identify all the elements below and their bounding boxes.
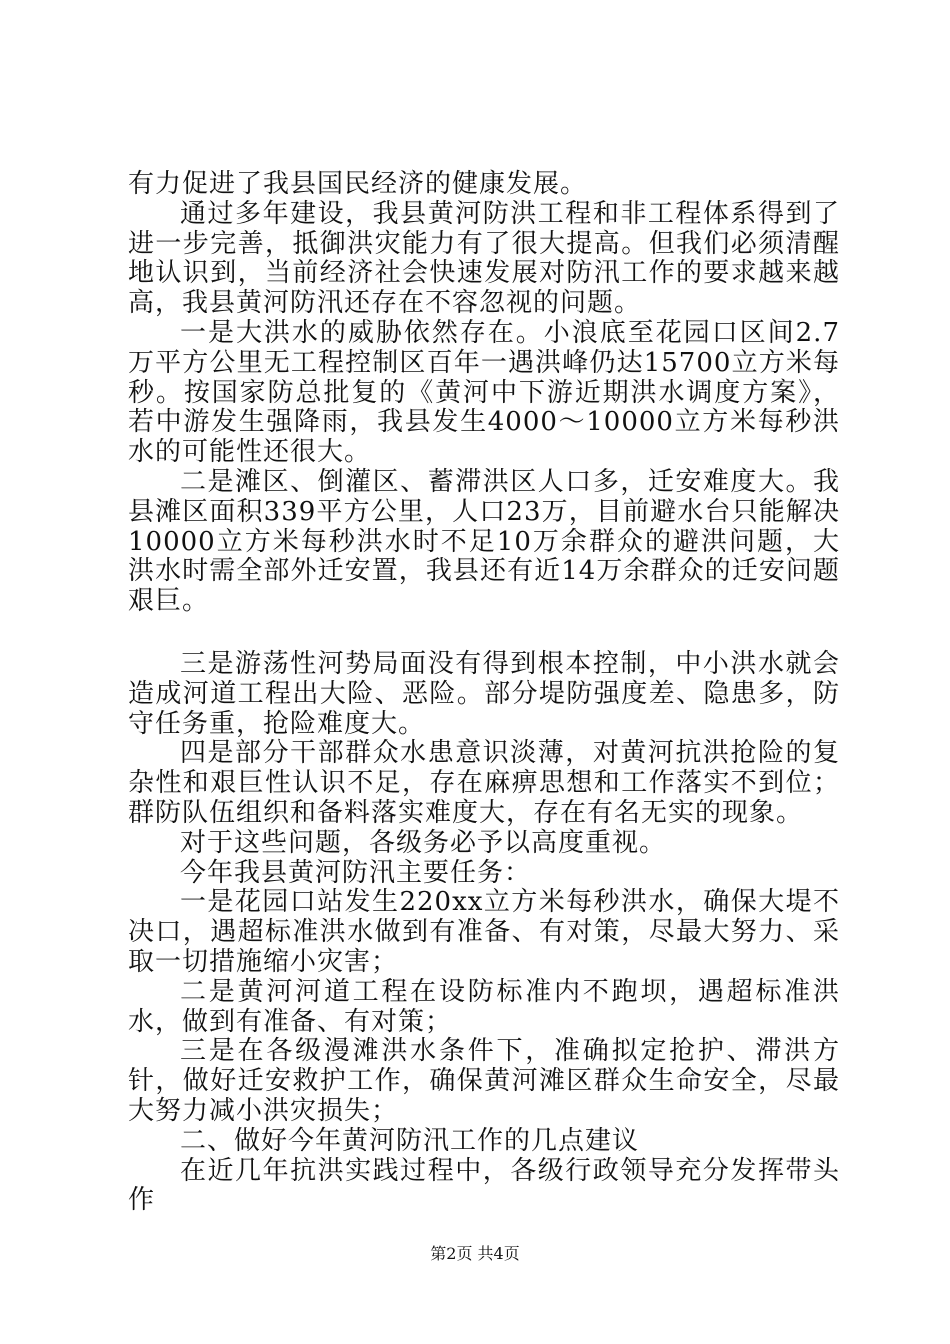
paragraph: 二是滩区、倒灌区、蓄滞洪区人口多，迁安难度大。我县滩区面积339平方公里，人口23万，目前避水台只能解决10000立方米每秒洪水时不足10万余群众的避洪问题，大洪水时需全部外迁安置，我县还有近14万余群众的迁安问题艰巨。 (128, 466, 840, 617)
document-body (128, 170, 840, 1216)
paragraph: 在近几年抗洪实践过程中，各级行政领导充分发挥带头作 (128, 1155, 840, 1216)
page-footer: 第2页 共4页 (430, 1244, 520, 1263)
paragraph: 一是大洪水的威胁依然存在。小浪底至花园口区间2.7万平方公里无工程控制区百年一遇洪峰仍达15700立方米每秒。按国家防总批复的《黄河中下游近期洪水调度方案》，若中游发生强降雨，我县发生4000～10000立方米每秒洪水的可能性还很大。 (128, 317, 840, 468)
paragraph: 四是部分干部群众水患意识淡薄，对黄河抗洪抢险的复杂性和艰巨性认识不足，存在麻痹思想和工作落实不到位；群防队伍组织和备料落实难度大，存在有名无实的现象。 (128, 738, 840, 828)
paragraph: 今年我县黄河防汛主要任务： (180, 857, 532, 888)
paragraph: 有力促进了我县国民经济的健康发展。 (128, 169, 588, 199)
paragraph: 一是花园口站发生220xx立方米每秒洪水，确保大堤不决口，遇超标准洪水做到有准备、有对策，尽最大努力、采取一切措施缩小灾害； (128, 887, 840, 977)
paragraph: 对于这些问题，各级务必予以高度重视。 (180, 827, 667, 858)
paragraph: 通过多年建设，我县黄河防洪工程和非工程体系得到了进一步完善，抵御洪灾能力有了很大提高。但我们必须清醒地认识到，当前经济社会快速发展对防汛工作的要求越来越高，我县黄河防汛还存在不容忽视的问题。 (128, 198, 840, 319)
paragraph: 二是黄河河道工程在设防标准内不跑坝，遇超标准洪水，做到有准备、有对策； (128, 976, 840, 1037)
paragraph-spacer (128, 617, 840, 650)
paragraph: 三是在各级漫滩洪水条件下，准确拟定抢护、滞洪方针，做好迁安救护工作，确保黄河滩区群众生命安全，尽最大努力减小洪灾损失； (128, 1036, 840, 1126)
paragraph: 三是游荡性河势局面没有得到根本控制，中小洪水就会造成河道工程出大险、恶险。部分堤防强度差、隐患多，防守任务重，抢险难度大。 (128, 648, 840, 739)
section-heading: 二、做好今年黄河防汛工作的几点建议 (180, 1125, 640, 1156)
